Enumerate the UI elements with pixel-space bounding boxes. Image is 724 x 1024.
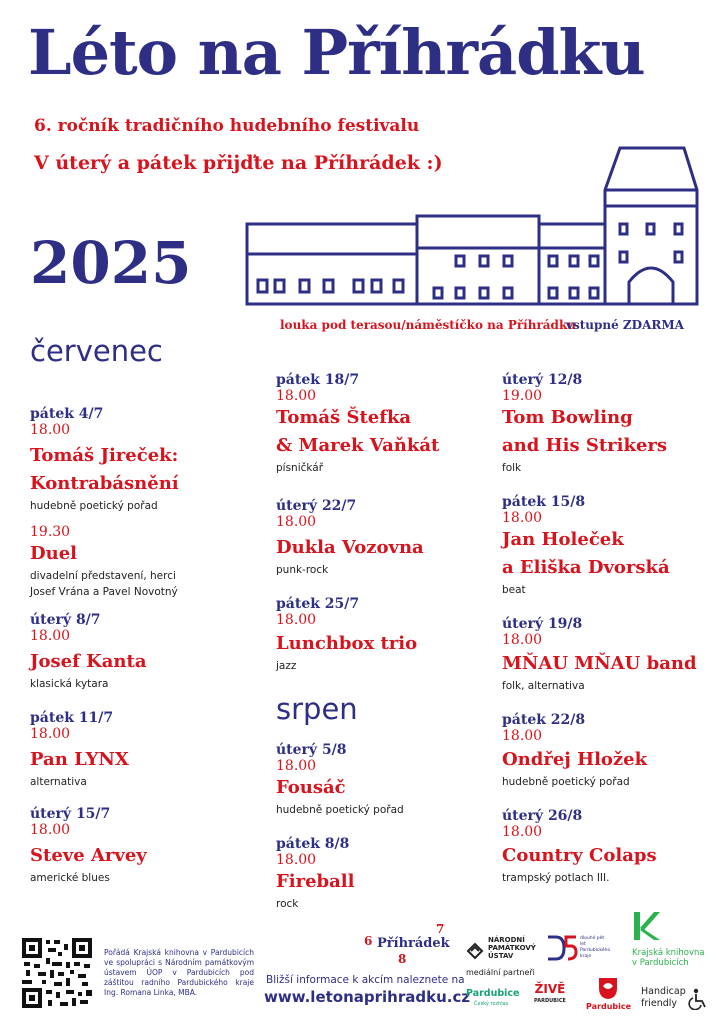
event-time: 18.00 <box>502 632 543 648</box>
event-description: alternativa <box>30 776 87 788</box>
zive-sub: PARDUBICE <box>534 998 566 1004</box>
festival-year: 2025 <box>30 229 192 297</box>
event-description: rock <box>276 898 299 910</box>
media-partners-label: mediální partneři <box>466 968 535 977</box>
event-time: 18.00 <box>276 758 317 774</box>
event-5-8 <box>276 742 404 818</box>
event-description: klasická kytara <box>30 678 109 690</box>
event-8-7 <box>30 612 147 692</box>
event-time: 19.30 <box>30 524 71 540</box>
event-name: Fousáč <box>276 777 346 798</box>
event-name: Dukla Vozovna <box>276 537 424 558</box>
event-day: pátek 11/7 <box>30 710 114 726</box>
prihradek-logo <box>364 922 454 968</box>
event-18-7 <box>276 372 439 476</box>
logo-number-6: 6 <box>364 934 373 948</box>
event-name: Duel <box>30 543 77 564</box>
event-description: jazz <box>276 660 297 672</box>
event-description: folk, alternativa <box>502 680 585 692</box>
event-name: Steve Arvey <box>30 845 147 866</box>
event-name-line2: Kontrabásnění <box>30 473 179 494</box>
library-name-line1: Krajská knihovna <box>632 948 705 958</box>
logo-number-8: 8 <box>398 952 407 966</box>
event-day: úterý 8/7 <box>30 612 101 628</box>
event-22-8 <box>502 712 647 790</box>
event-day: úterý 5/8 <box>276 742 347 758</box>
event-name: MŇAU MŇAU band <box>502 653 697 674</box>
event-time: 18.00 <box>276 514 317 530</box>
library-logo-mark <box>632 910 660 942</box>
month-august: srpen <box>276 692 358 726</box>
logo-number-7: 7 <box>436 922 445 936</box>
festival-invitation: V úterý a pátek přijďte na Příhrádek :) <box>34 152 443 174</box>
event-name: Tomáš Jireček: <box>30 445 179 466</box>
event-day: úterý 12/8 <box>502 372 583 388</box>
wheelchair-icon <box>688 988 708 1010</box>
qr-code[interactable] <box>22 938 92 1008</box>
npu-logo-mark <box>466 942 484 960</box>
event-11-7 <box>30 710 129 790</box>
pardubice-city-logo <box>586 976 630 1014</box>
event-day: pátek 22/8 <box>502 712 586 728</box>
event-time: 18.00 <box>502 510 543 526</box>
venue-label: louka pod terasou/náměstíčko na Příhrádku <box>280 318 576 332</box>
event-25-7 <box>276 596 417 674</box>
event-time: 18.00 <box>276 612 317 628</box>
library-name-line2: v Pardubicích <box>632 958 689 968</box>
city-crest-icon <box>597 976 619 1000</box>
event-name: Tomáš Štefka <box>276 407 412 428</box>
event-description: divadelní představení, herci <box>30 570 176 582</box>
radio-pardubice-logo <box>466 988 526 1012</box>
event-day: pátek 15/8 <box>502 494 586 510</box>
event-name-line2: a Eliška Dvorská <box>502 557 670 578</box>
event-8-8 <box>276 836 354 912</box>
event-day: pátek 8/8 <box>276 836 350 852</box>
event-name: Country Colaps <box>502 845 657 866</box>
event-name-line2: & Marek Vaňkát <box>276 435 440 456</box>
festival-subtitle: 6. ročník tradičního hudebního festivalu <box>34 116 420 136</box>
event-day: úterý 22/7 <box>276 498 357 514</box>
city-name: Pardubice <box>586 1002 632 1011</box>
d5-logo-mark <box>546 934 578 962</box>
event-description: trampský potlach III. <box>502 872 610 884</box>
radio-sub: Český rozhlas <box>474 1001 509 1007</box>
event-time: 18.00 <box>276 388 317 404</box>
handicap-friendly-label <box>641 986 686 1010</box>
event-day: úterý 26/8 <box>502 808 583 824</box>
castle-illustration <box>244 144 700 312</box>
event-name: Pan LYNX <box>30 749 129 770</box>
event-time: 18.00 <box>30 822 71 838</box>
month-july: červenec <box>30 334 163 368</box>
npu-line2: PAMÁTKOVÝ <box>488 944 536 952</box>
event-description: hudebně poetický pořad <box>276 804 404 816</box>
event-22-7 <box>276 498 424 578</box>
event-time: 18.00 <box>30 726 71 742</box>
npu-line3: ÚSTAV <box>488 952 514 960</box>
event-name: Tom Bowling <box>502 407 633 428</box>
event-description: beat <box>502 584 526 596</box>
event-day: úterý 15/7 <box>30 806 111 822</box>
event-description: folk <box>502 462 522 474</box>
event-time: 18.00 <box>30 628 71 644</box>
event-15-7 <box>30 806 147 886</box>
event-day: pátek 4/7 <box>30 406 104 422</box>
event-name: Ondřej Hložek <box>502 749 648 770</box>
d5-text: dlouhé pět let Pardubického kraje <box>580 936 611 959</box>
library-logo <box>632 910 716 970</box>
event-description: hudebně poetický pořad <box>30 500 158 512</box>
radio-brand: Pardubice <box>466 988 520 999</box>
event-name: Lunchbox trio <box>276 633 418 654</box>
event-name: Josef Kanta <box>30 651 147 672</box>
event-time: 19.00 <box>502 388 543 404</box>
event-time: 18.00 <box>30 422 71 438</box>
event-description: americké blues <box>30 872 110 884</box>
event-time: 18.00 <box>276 852 317 868</box>
event-day: pátek 18/7 <box>276 372 360 388</box>
entry-label: vstupné ZDARMA <box>566 318 684 332</box>
event-15-8 <box>502 494 670 598</box>
event-day: úterý 19/8 <box>502 616 583 632</box>
event-4-7 <box>30 406 179 514</box>
logo-text: Příhrádek <box>377 936 450 951</box>
event-time: 18.00 <box>502 824 543 840</box>
event-description: punk-rock <box>276 564 329 576</box>
website-link[interactable]: www.letonaprihradku.cz <box>264 988 471 1006</box>
organizer-note: Pořádá Krajská knihovna v Pardubicích ve spolupráci s Národním památkovým ústavem ÚOP v Pardubicích pod záštitou radního Pardubického kraje Ing. Romana Linka, MBA. <box>104 948 254 997</box>
zive-brand: ŽIVĚ <box>534 982 566 996</box>
info-text: Bližší informace k akcím naleznete na <box>266 974 465 986</box>
npu-logo <box>466 936 540 966</box>
poster-title: Léto na Příhrádku <box>28 16 645 89</box>
npu-line1: NÁRODNÍ <box>488 936 525 944</box>
zive-pardubice-logo <box>534 982 566 1010</box>
event-description: hudebně poetický pořad <box>502 776 630 788</box>
event-19-8 <box>502 616 697 694</box>
event-name: Jan Holeček <box>502 529 624 550</box>
handicap-line1: Handicap <box>641 986 686 997</box>
event-26-8 <box>502 808 657 886</box>
event-name: Fireball <box>276 871 355 892</box>
event-12-8 <box>502 372 667 476</box>
event-description: písničkář <box>276 462 324 474</box>
event-4-7-duel <box>30 524 178 600</box>
event-name-line2: and His Strikers <box>502 435 668 456</box>
event-description-line2: Josef Vrána a Pavel Novotný <box>30 586 178 598</box>
event-day: pátek 25/7 <box>276 596 360 612</box>
handicap-line2: friendly <box>641 998 678 1009</box>
d5-logo <box>546 934 610 964</box>
event-time: 18.00 <box>502 728 543 744</box>
